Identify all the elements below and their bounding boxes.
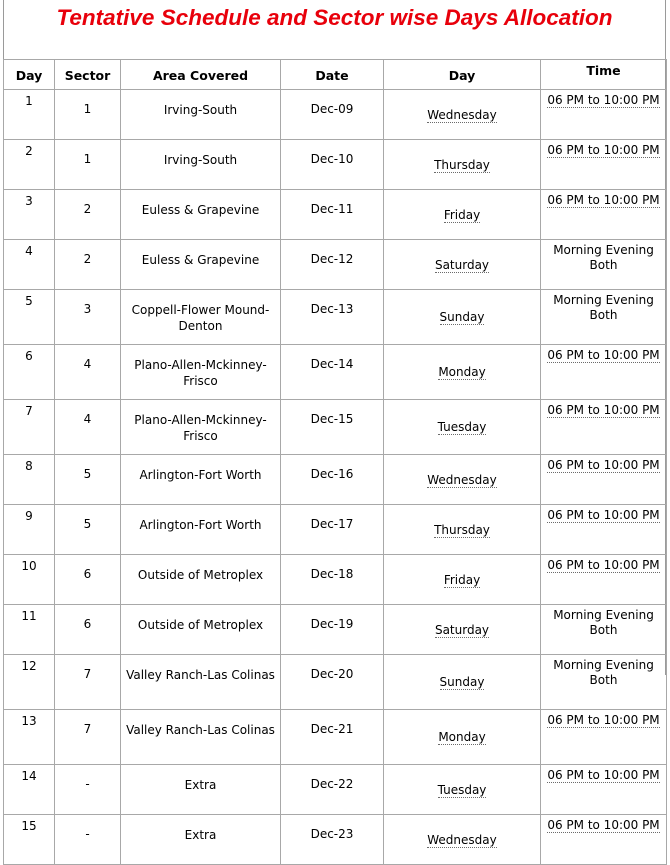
cell-time	[541, 90, 667, 140]
cell-weekday	[384, 555, 541, 605]
cell-area-covered: Euless & Grapevine	[121, 190, 281, 240]
cell-day-number: 9	[4, 505, 55, 555]
cell-weekday-text: Monday	[438, 730, 486, 744]
cell-date: Dec-12	[281, 240, 384, 290]
cell-weekday-text: Thursday	[434, 157, 490, 172]
cell-date: Dec-15	[281, 400, 384, 455]
cell-time	[541, 455, 667, 505]
cell-area-covered: Irving-South	[121, 90, 281, 140]
cell-sector: 2	[55, 190, 121, 240]
cell-weekday	[384, 815, 541, 865]
cell-date: Dec-16	[281, 455, 384, 505]
table-row	[4, 345, 667, 400]
cell-date: Dec-20	[281, 655, 384, 710]
header-weekday: Day	[384, 60, 541, 90]
cell-time-text: 06 PM to 10:00 PM	[547, 558, 660, 572]
page-title: Tentative Schedule and Sector wise Days Allocation	[56, 5, 613, 30]
cell-time	[541, 290, 667, 345]
table-row	[4, 90, 667, 140]
cell-time-text: Morning Evening Both	[553, 608, 654, 637]
table-row	[4, 290, 667, 345]
table-row	[4, 710, 667, 765]
cell-weekday	[384, 710, 541, 765]
cell-sector: -	[55, 765, 121, 815]
cell-time-text: Morning Evening Both	[553, 293, 654, 322]
cell-date: Dec-23	[281, 815, 384, 865]
header-sector: Sector	[55, 60, 121, 90]
table-row	[4, 815, 667, 865]
cell-weekday-text: Saturday	[434, 257, 490, 272]
cell-weekday	[384, 505, 541, 555]
cell-area-covered: Valley Ranch-Las Colinas	[121, 655, 281, 710]
table-header-row	[4, 60, 667, 90]
cell-area-covered: Plano-Allen-Mckinney-Frisco	[121, 400, 281, 455]
cell-weekday	[384, 345, 541, 400]
cell-sector: 1	[55, 90, 121, 140]
cell-day-number: 7	[4, 400, 55, 455]
cell-time-text: 06 PM to 10:00 PM	[547, 403, 660, 417]
cell-date: Dec-21	[281, 710, 384, 765]
cell-area-covered: Arlington-Fort Worth	[121, 505, 281, 555]
cell-sector: -	[55, 815, 121, 865]
cell-weekday	[384, 140, 541, 190]
header-area-covered: Area Covered	[121, 60, 281, 90]
cell-time	[541, 555, 667, 605]
cell-time	[541, 140, 667, 190]
cell-time-text: 06 PM to 10:00 PM	[547, 143, 660, 157]
cell-time	[541, 655, 667, 710]
cell-weekday-text: Tuesday	[437, 782, 487, 797]
cell-sector: 4	[55, 345, 121, 400]
table-row	[4, 400, 667, 455]
cell-area-covered: Outside of Metroplex	[121, 555, 281, 605]
cell-day-number: 4	[4, 240, 55, 290]
cell-time	[541, 605, 667, 655]
cell-sector: 6	[55, 605, 121, 655]
cell-date: Dec-19	[281, 605, 384, 655]
cell-date: Dec-11	[281, 190, 384, 240]
cell-time-text: 06 PM to 10:00 PM	[547, 348, 660, 362]
cell-sector: 7	[55, 655, 121, 710]
cell-weekday-text: Tuesday	[437, 420, 487, 434]
cell-weekday-text: Saturday	[434, 622, 490, 637]
cell-weekday-text: Wednesday	[427, 472, 497, 487]
schedule-table	[3, 59, 667, 865]
cell-weekday	[384, 455, 541, 505]
cell-weekday	[384, 190, 541, 240]
table-row	[4, 555, 667, 605]
table-row	[4, 605, 667, 655]
cell-time-text: 06 PM to 10:00 PM	[547, 818, 660, 832]
cell-weekday-text: Sunday	[439, 310, 485, 324]
cell-sector: 2	[55, 240, 121, 290]
cell-sector: 1	[55, 140, 121, 190]
cell-day-number: 5	[4, 290, 55, 345]
cell-date: Dec-22	[281, 765, 384, 815]
cell-weekday-text: Monday	[438, 365, 486, 379]
cell-weekday-text: Friday	[443, 207, 481, 222]
cell-time	[541, 190, 667, 240]
cell-weekday	[384, 90, 541, 140]
cell-time-text: 06 PM to 10:00 PM	[547, 458, 660, 472]
cell-weekday-text: Wednesday	[427, 832, 497, 847]
cell-area-covered: Coppell-Flower Mound-Denton	[121, 290, 281, 345]
cell-area-covered: Outside of Metroplex	[121, 605, 281, 655]
cell-day-number: 8	[4, 455, 55, 505]
cell-weekday-text: Friday	[443, 572, 481, 587]
cell-day-number: 11	[4, 605, 55, 655]
cell-weekday-text: Thursday	[434, 522, 490, 537]
cell-sector: 5	[55, 455, 121, 505]
cell-date: Dec-14	[281, 345, 384, 400]
cell-time-text: 06 PM to 10:00 PM	[547, 768, 660, 782]
cell-area-covered: Extra	[121, 815, 281, 865]
cell-date: Dec-10	[281, 140, 384, 190]
cell-time	[541, 400, 667, 455]
cell-day-number: 13	[4, 710, 55, 765]
cell-time-text: 06 PM to 10:00 PM	[547, 713, 660, 727]
cell-time-text: 06 PM to 10:00 PM	[547, 93, 660, 107]
cell-day-number: 12	[4, 655, 55, 710]
table-row	[4, 505, 667, 555]
table-row	[4, 455, 667, 505]
cell-sector: 6	[55, 555, 121, 605]
header-time: Time	[541, 60, 667, 90]
cell-day-number: 14	[4, 765, 55, 815]
cell-day-number: 6	[4, 345, 55, 400]
cell-sector: 4	[55, 400, 121, 455]
cell-time-text: 06 PM to 10:00 PM	[547, 193, 660, 207]
cell-time-text: Morning Evening Both	[553, 243, 654, 272]
cell-date: Dec-13	[281, 290, 384, 345]
cell-date: Dec-18	[281, 555, 384, 605]
cell-time	[541, 505, 667, 555]
cell-weekday	[384, 290, 541, 345]
cell-day-number: 3	[4, 190, 55, 240]
cell-day-number: 15	[4, 815, 55, 865]
cell-weekday	[384, 655, 541, 710]
cell-area-covered: Arlington-Fort Worth	[121, 455, 281, 505]
table-row	[4, 190, 667, 240]
cell-area-covered: Extra	[121, 765, 281, 815]
cell-time	[541, 345, 667, 400]
cell-weekday	[384, 400, 541, 455]
cell-date: Dec-17	[281, 505, 384, 555]
cell-sector: 5	[55, 505, 121, 555]
cell-date: Dec-09	[281, 90, 384, 140]
cell-area-covered: Euless & Grapevine	[121, 240, 281, 290]
cell-weekday	[384, 765, 541, 815]
cell-sector: 3	[55, 290, 121, 345]
cell-sector: 7	[55, 710, 121, 765]
cell-time	[541, 765, 667, 815]
table-row	[4, 655, 667, 710]
table-row	[4, 765, 667, 815]
cell-time-text: Morning Evening Both	[553, 658, 654, 687]
cell-weekday-text: Wednesday	[427, 107, 497, 122]
cell-time-text: 06 PM to 10:00 PM	[547, 508, 660, 522]
cell-area-covered: Valley Ranch-Las Colinas	[121, 710, 281, 765]
cell-weekday	[384, 605, 541, 655]
header-date: Date	[281, 60, 384, 90]
cell-time	[541, 815, 667, 865]
table-row	[4, 240, 667, 290]
cell-time	[541, 240, 667, 290]
cell-area-covered: Plano-Allen-Mckinney-Frisco	[121, 345, 281, 400]
header-day-number: Day	[4, 60, 55, 90]
cell-area-covered: Irving-South	[121, 140, 281, 190]
cell-day-number: 1	[4, 90, 55, 140]
cell-day-number: 10	[4, 555, 55, 605]
cell-time	[541, 710, 667, 765]
cell-weekday	[384, 240, 541, 290]
cell-weekday-text: Sunday	[439, 675, 485, 689]
cell-day-number: 2	[4, 140, 55, 190]
table-row	[4, 140, 667, 190]
